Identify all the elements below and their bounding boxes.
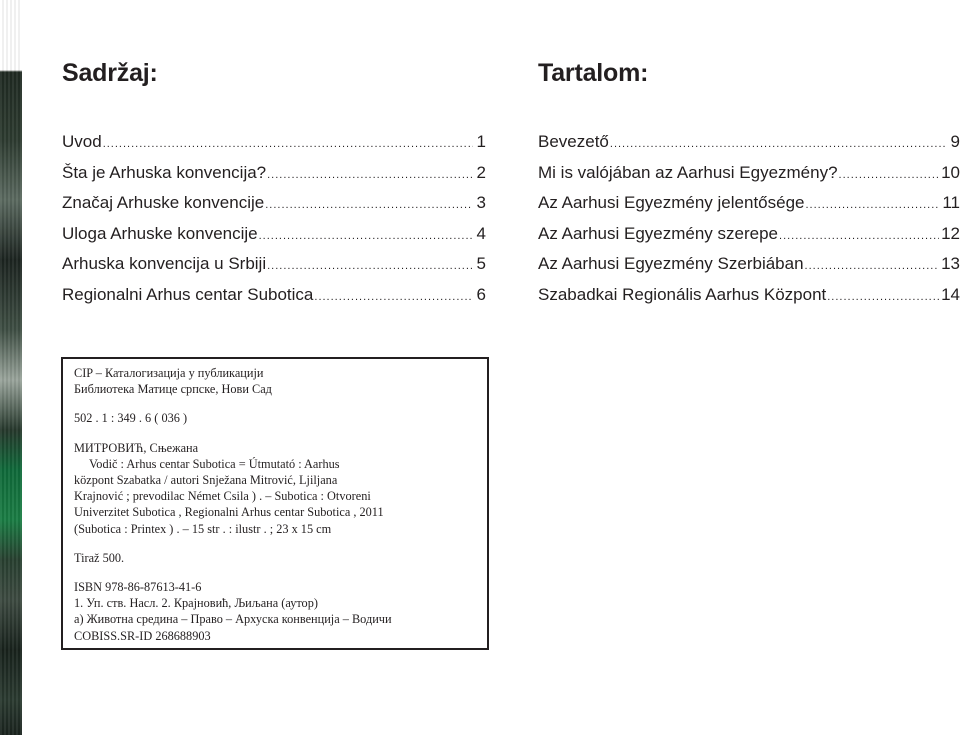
- toc-entry-page-number: 9: [950, 132, 960, 151]
- toc-dot-leader: [827, 283, 939, 312]
- toc-serbian: [62, 58, 486, 311]
- toc-dot-leader: [265, 191, 473, 220]
- toc-dot-leader: [259, 222, 473, 251]
- toc-entry-label: Uloga Arhuske konvencije: [62, 223, 258, 243]
- toc-entry-page-number: 13: [941, 254, 960, 273]
- toc-entry-page-number: 4: [476, 223, 486, 243]
- cip-subject-line: а) Животна средина – Право – Архуска конвенција – Водичи: [74, 612, 392, 627]
- toc-entry-label: Uvod: [62, 132, 102, 151]
- toc-entry[interactable]: [538, 250, 960, 281]
- toc-entry-page-number: 6: [476, 284, 486, 304]
- toc-hungarian: [538, 58, 960, 311]
- toc-heading-hungarian: Tartalom:: [538, 59, 649, 87]
- toc-dot-leader: [610, 130, 947, 159]
- toc-entry-label: Az Aarhusi Egyezmény jelentősége: [538, 193, 805, 212]
- toc-entry-label: Az Aarhusi Egyezmény szerepe: [538, 223, 779, 243]
- toc-entry-label: Bevezető: [538, 132, 609, 151]
- toc-entry-label: Mi is valójában az Aarhusi Egyezmény?: [538, 162, 838, 182]
- cip-description-line: Univerzitet Subotica , Regionalni Arhus centar Subotica , 2011: [74, 505, 384, 520]
- toc-entry[interactable]: [62, 189, 486, 220]
- cip-udc: 502 . 1 : 349 . 6 ( 036 ): [74, 411, 188, 426]
- toc-entry-page-number: 5: [476, 254, 486, 273]
- cip-library: Библиотека Матице српске, Нови Сад: [74, 382, 272, 397]
- toc-entry-label: Regionalni Arhus centar Subotica: [62, 284, 314, 304]
- toc-dot-leader: [806, 191, 941, 220]
- toc-entry[interactable]: [62, 220, 486, 251]
- toc-entry-label: Šta je Arhuska konvencija?: [62, 162, 267, 182]
- toc-entry[interactable]: [62, 128, 486, 159]
- toc-dot-leader: [779, 222, 939, 251]
- toc-entry-label: Značaj Arhuske konvencije: [62, 193, 265, 212]
- cip-description-line: (Subotica : Printex ) . – 15 str . : ilustr . ; 23 x 15 cm: [74, 521, 332, 536]
- toc-dot-leader: [839, 161, 940, 190]
- toc-entry[interactable]: [538, 281, 960, 312]
- cip-isbn: ISBN 978-86-87613-41-6: [74, 580, 202, 595]
- toc-entry-page-number: 3: [476, 193, 486, 212]
- toc-dot-leader: [103, 130, 473, 159]
- toc-entry-page-number: 11: [942, 193, 960, 212]
- cip-author: МИТРОВИЋ, Сњежана: [74, 440, 199, 455]
- toc-entry-page-number: 1: [476, 132, 486, 151]
- toc-entry[interactable]: [538, 128, 960, 159]
- cip-description-line: központ Szabatka / autori Snježana Mitrović, Ljiljana: [74, 473, 338, 488]
- edge-photo-strip: [0, 0, 22, 735]
- toc-dot-leader: [267, 252, 473, 281]
- toc-dot-leader: [805, 252, 940, 281]
- toc-dot-leader: [267, 161, 473, 190]
- toc-entry-label: Szabadkai Regionális Aarhus Központ: [538, 284, 827, 304]
- cip-cobiss-id: COBISS.SR-ID 268688903: [74, 628, 211, 643]
- cip-description-line: Krajnović ; prevodilac Német Csila ) . – Subotica : Otvoreni: [74, 489, 371, 504]
- toc-list-hungarian: [538, 128, 960, 311]
- toc-entry-page-number: 2: [476, 162, 486, 182]
- toc-entry[interactable]: [538, 220, 960, 251]
- toc-dot-leader: [314, 283, 473, 312]
- toc-entry[interactable]: [538, 189, 960, 220]
- toc-entry[interactable]: [62, 250, 486, 281]
- toc-entry[interactable]: [538, 159, 960, 190]
- toc-entry-label: Az Aarhusi Egyezmény Szerbiában: [538, 254, 804, 273]
- toc-list-serbian: [62, 128, 486, 311]
- toc-heading-serbian: Sadržaj:: [62, 59, 158, 87]
- toc-entry-page-number: 12: [941, 223, 960, 243]
- cip-print-run: Tiraž 500.: [74, 550, 125, 565]
- toc-entry[interactable]: [62, 281, 486, 312]
- toc-entry-page-number: 14: [941, 284, 960, 304]
- toc-entry-page-number: 10: [941, 162, 960, 182]
- cip-description-line: Vodič : Arhus centar Subotica = Útmutató : Aarhus: [89, 456, 340, 471]
- toc-entry[interactable]: [62, 159, 486, 190]
- cip-index-line: 1. Уп. ств. Насл. 2. Крајновић, Љиљана (аутор): [74, 596, 318, 611]
- cip-title: CIP – Каталогизација у публикацији: [74, 366, 264, 380]
- toc-entry-label: Arhuska konvencija u Srbiji: [62, 254, 267, 273]
- cip-record-box: [61, 357, 489, 650]
